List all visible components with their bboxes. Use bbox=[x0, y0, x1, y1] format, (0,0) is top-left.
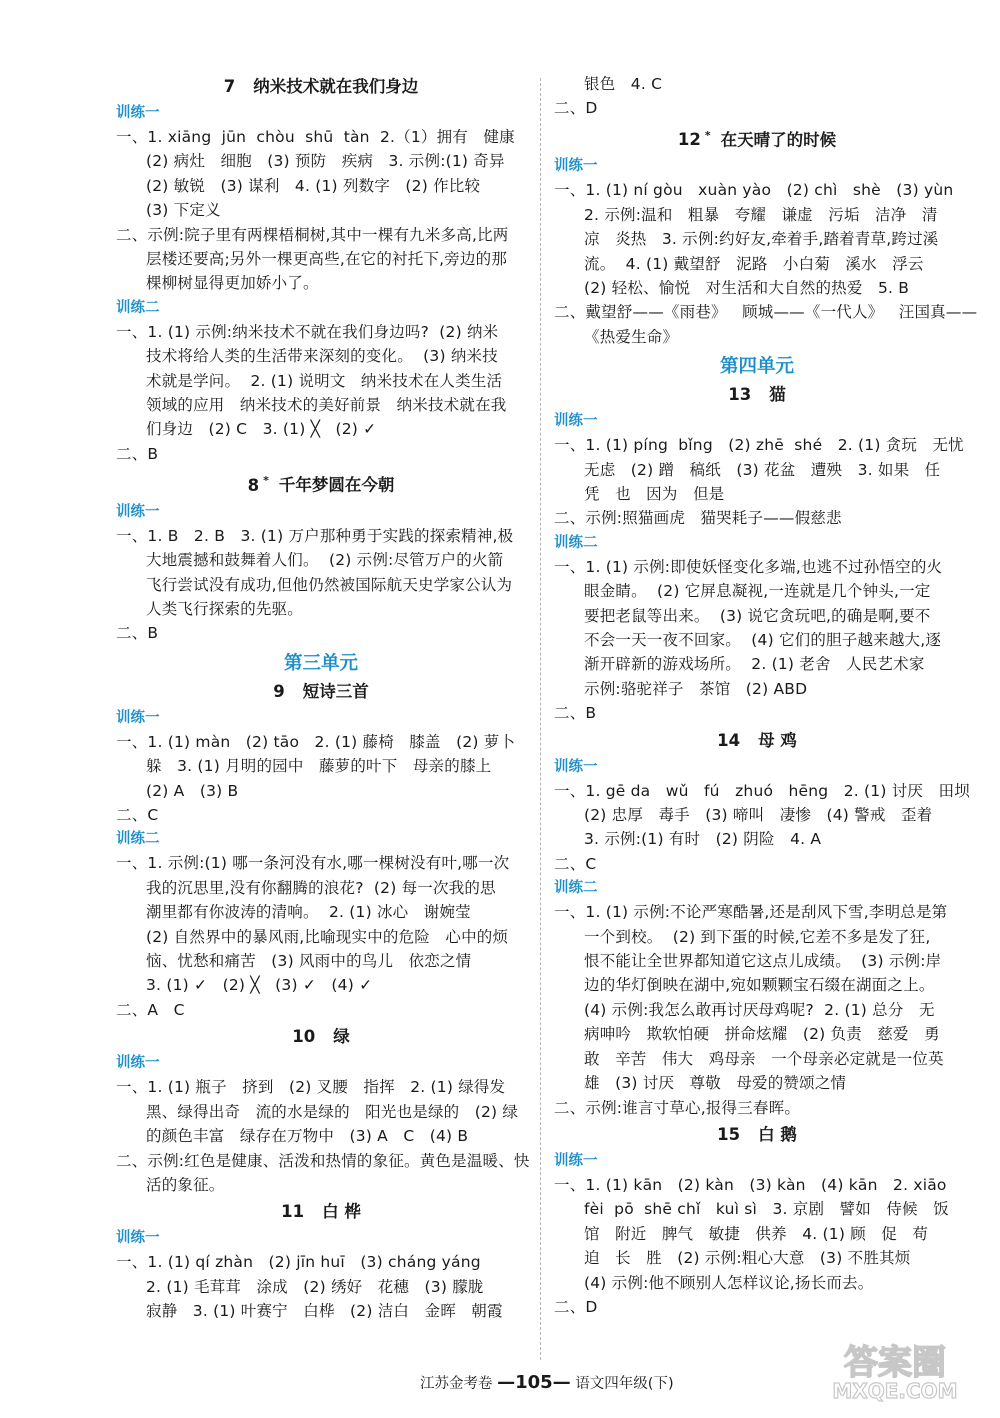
answer-line-continued: 眼金睛。 (2) 它屏息凝视,一连就是几个钟头,一定 bbox=[584, 582, 931, 601]
answer-line-continued: 们身边 (2) C 3. (1) ╳ (2) ✓ bbox=[146, 420, 377, 439]
answer-line: 二、D bbox=[554, 99, 598, 118]
drill-label: 训练一 bbox=[554, 413, 598, 430]
answer-line-continued: 2. (1) 毛茸茸 涂成 (2) 绣好 花穗 (3) 朦胧 bbox=[146, 1277, 484, 1296]
lesson-number: 8 bbox=[247, 475, 260, 495]
footer-book-title: 江苏金考卷 bbox=[420, 1376, 493, 1392]
svg-text:MXQE.COM: MXQE.COM bbox=[832, 1379, 958, 1403]
answer-line: 二、示例:照猫画虎 猫哭耗子——假慈悲 bbox=[554, 509, 842, 528]
footer-subject: 语文四年级(下) bbox=[575, 1376, 674, 1392]
answer-line-continued: (2) 自然界中的暴风雨,比喻现实中的危险 心中的烦 bbox=[146, 927, 509, 946]
lesson-title-text: 短诗三首 bbox=[302, 681, 369, 701]
answer-line-continued: (3) 下定义 bbox=[146, 201, 221, 220]
answer-line-continued: (2) 病灶 细胞 (3) 预防 疾病 3. 示例:(1) 奇异 bbox=[146, 152, 505, 171]
answer-line-continued: (2) A (3) B bbox=[146, 781, 239, 800]
answer-line-continued: 寂静 3. (1) 叶赛宁 白桦 (2) 洁白 金晖 朝霞 bbox=[146, 1302, 503, 1321]
lesson-star-mark: * bbox=[704, 128, 711, 142]
answer-line-continued: 示例:骆驼祥子 茶馆 (2) ABD bbox=[584, 679, 808, 698]
answer-line-continued: 流。 4. (1) 戴望舒 泥路 小白菊 溪水 浮云 bbox=[584, 254, 924, 273]
drill-label: 训练一 bbox=[116, 1230, 160, 1247]
answer-line: 一、1. (1) 示例:不论严寒酷暑,还是刮风下雪,李明总是第 bbox=[554, 903, 948, 922]
answer-line-continued: 我的沉思里,没有你翻腾的浪花? (2) 每一次我的思 bbox=[146, 878, 496, 897]
answer-line: 二、戴望舒——《雨巷》 顾城——《一代人》 汪国真—— bbox=[554, 303, 978, 322]
answer-line-continued: 边的华灯倒映在湖中,宛如颗颗宝石缀在湖面之上。 bbox=[584, 976, 935, 995]
answer-line-continued: 大地震撼和鼓舞着人们。 (2) 示例:尽管万户的火箭 bbox=[146, 551, 504, 570]
lesson-number: 15 bbox=[717, 1124, 741, 1144]
answer-line-continued: 活的象征。 bbox=[146, 1175, 225, 1194]
drill-label: 训练二 bbox=[554, 534, 598, 551]
answer-line-continued: 潮里都有你波涛的清响。 2. (1) 冰心 谢婉莹 bbox=[146, 903, 471, 922]
answer-line-continued: 的颜色丰富 绿存在万物中 (3) A C (4) B bbox=[146, 1127, 469, 1146]
lesson-title bbox=[116, 75, 526, 99]
answer-line-continued: 棵柳树显得更加娇小了。 bbox=[146, 274, 319, 293]
answer-line-continued: 敢 辛苦 伟大 鸡母亲 一个母亲必定就是一位英 bbox=[584, 1049, 944, 1068]
lesson-title bbox=[116, 469, 526, 498]
right-column bbox=[554, 72, 978, 1319]
lesson-number: 9 bbox=[273, 681, 285, 701]
drill-label: 训练一 bbox=[554, 158, 598, 175]
answer-line: 二、B bbox=[554, 704, 597, 723]
answer-line-continued: 技术将给人类的生活带来深刻的变化。 (3) 纳米技 bbox=[146, 347, 498, 366]
answer-line-continued: 恼、忧愁和痛苦 (3) 风雨中的鸟儿 依恋之情 bbox=[146, 952, 472, 971]
lesson-title bbox=[554, 729, 960, 753]
answer-line-continued: 凭 也 因为 但是 bbox=[584, 484, 725, 503]
answer-line-continued: 恨不能让全世界都知道它这点儿成绩。 (3) 示例:岸 bbox=[584, 952, 942, 971]
lesson-title-text: 母 鸡 bbox=[758, 730, 797, 750]
answer-line: 二、B bbox=[116, 444, 159, 463]
drill-label: 训练二 bbox=[554, 880, 598, 897]
answer-line-continued: 3. 示例:(1) 有时 (2) 阴险 4. A bbox=[584, 830, 822, 849]
answer-line-continued: 病呻吟 欺软怕硬 拼命炫耀 (2) 负责 慈爱 勇 bbox=[584, 1025, 940, 1044]
answer-line-continued: 渐开辟新的游戏场所。 2. (1) 老舍 人民艺术家 bbox=[584, 655, 925, 674]
drill-label: 训练一 bbox=[116, 105, 160, 121]
lesson-number: 12 bbox=[677, 130, 701, 150]
answer-line: 一、1. gē da wǔ fú zhuó hēng 2. (1) 讨厌 田坝 bbox=[554, 781, 970, 800]
unit-heading: 第三单元 bbox=[283, 652, 358, 674]
answer-line-continued: fèi pō shē chǐ kuì sì 3. 京剧 譬如 侍候 饭 bbox=[584, 1200, 949, 1219]
drill-label: 训练一 bbox=[554, 758, 598, 775]
lesson-number: 14 bbox=[717, 730, 741, 750]
answer-line: 一、1. (1) píng bǐng (2) zhē shé 2. (1) 贪玩 无忧 bbox=[554, 436, 964, 455]
answer-line-continued: 黑、绿得出奇 流的水是绿的 阳光也是绿的 (2) 绿 bbox=[146, 1102, 519, 1121]
answer-line-continued: 躲 3. (1) 月明的园中 藤萝的叶下 母亲的膝上 bbox=[146, 757, 492, 776]
watermark-logo bbox=[820, 1336, 970, 1406]
answer-line: 二、C bbox=[116, 806, 159, 825]
answer-line-continued: (2) 轻松、愉悦 对生活和大自然的热爱 5. B bbox=[584, 278, 910, 297]
answer-line: 一、1. (1) màn (2) tāo 2. (1) 藤椅 膝盖 (2) 萝卜 bbox=[116, 732, 516, 751]
lesson-number: 7 bbox=[223, 77, 236, 96]
answer-line: 一、1. (1) 示例:纳米技术不就在我们身边吗? (2) 纳米 bbox=[116, 322, 499, 341]
answer-line-continued: 无虑 (2) 蹭 稿纸 (3) 花盆 遭殃 3. 如果 任 bbox=[584, 460, 941, 479]
answer-line: 一、1. (1) 瓶子 挤到 (2) 叉腰 指挥 2. (1) 绿得发 bbox=[116, 1078, 506, 1097]
lesson-title bbox=[116, 1025, 526, 1049]
drill-label: 训练一 bbox=[116, 503, 160, 520]
answer-line: 二、D bbox=[554, 1297, 598, 1316]
answer-line-continued: 领域的应用 纳米技术的美好前景 纳米技术就在我 bbox=[146, 396, 507, 415]
answer-line: 一、1. (1) kān (2) kàn (3) kàn (4) kān 2. xiāo bbox=[554, 1175, 947, 1194]
answer-line-continued: 人类飞行探索的先驱。 bbox=[146, 600, 304, 618]
answer-line-continued: 要把老鼠等出来。 (3) 说它贪玩吧,的确是啊,要不 bbox=[584, 606, 931, 625]
drill-label: 训练二 bbox=[116, 831, 160, 848]
answer-line: 一、1. xiāng jūn chòu shū tàn 2.（1）拥有 健康 bbox=[116, 128, 515, 146]
lesson-title bbox=[554, 1123, 960, 1147]
answer-line: 二、示例:院子里有两棵梧桐树,其中一棵有九米多高,比两 bbox=[116, 225, 509, 244]
page-footer bbox=[420, 1372, 674, 1393]
lesson-star-mark: * bbox=[263, 474, 269, 488]
lesson-title-text: 千年梦圆在今朝 bbox=[278, 475, 395, 495]
lesson-title-text: 白 鹅 bbox=[758, 1124, 797, 1144]
lesson-title-text: 猫 bbox=[769, 385, 786, 405]
answer-line-continued: 不会一天一夜不回家。 (4) 它们的胆子越来越大,逐 bbox=[584, 631, 942, 649]
answer-line: 一、1. B 2. B 3. (1) 万户那种勇于实践的探索精神,极 bbox=[116, 526, 514, 545]
page-number: —105— bbox=[497, 1372, 571, 1393]
answer-line: 一、1. (1) 示例:即使妖怪变化多端,也逃不过孙悟空的火 bbox=[554, 557, 943, 576]
answer-line-continued: 雄 (3) 讨厌 尊敬 母爱的赞颂之情 bbox=[584, 1074, 847, 1093]
lesson-title-text: 白 桦 bbox=[322, 1202, 361, 1222]
lesson-title-text: 绿 bbox=[333, 1027, 350, 1047]
lesson-number: 10 bbox=[292, 1027, 316, 1047]
lesson-number: 11 bbox=[281, 1202, 305, 1222]
answer-line-continued: (2) 敏锐 (3) 谋利 4. (1) 列数字 (2) 作比较 bbox=[146, 176, 481, 195]
lesson-title bbox=[554, 124, 960, 153]
answer-line-continued: (4) 示例:他不顾别人怎样议论,扬长而去。 bbox=[584, 1273, 874, 1292]
left-column bbox=[116, 72, 530, 1324]
drill-label: 训练二 bbox=[116, 299, 160, 316]
answer-line: 二、C bbox=[554, 854, 597, 873]
answer-line-continued: 一个到校。 (2) 到下蛋的时候,它差不多是发了狂, bbox=[584, 927, 931, 946]
unit-heading: 第四单元 bbox=[719, 356, 794, 378]
answer-line: 二、示例:谁言寸草心,报得三春晖。 bbox=[554, 1098, 801, 1117]
lesson-number: 13 bbox=[728, 385, 752, 405]
answer-line: 二、示例:红色是健康、活泼和热情的象征。黄色是温暖、快 bbox=[116, 1151, 530, 1170]
answer-line-continued: 术就是学问。 2. (1) 说明文 纳米技术在人类生活 bbox=[146, 371, 503, 390]
answer-line-continued: 飞行尝试没有成功,但他仍然被国际航天史学家公认为 bbox=[146, 575, 513, 594]
lesson-title-text: 纳米技术就在我们身边 bbox=[253, 77, 419, 96]
column-divider bbox=[540, 78, 541, 1360]
lesson-title-text: 在天晴了的时候 bbox=[720, 130, 837, 150]
answer-line: 一、1. (1) qí zhàn (2) jīn huī (3) cháng yáng bbox=[116, 1253, 481, 1272]
answer-line-continued: 迫 长 胜 (2) 示例:粗心大意 (3) 不胜其烦 bbox=[584, 1249, 911, 1268]
answer-line-continued: (4) 示例:我怎么敢再讨厌母鸡呢? 2. (1) 总分 无 bbox=[584, 1000, 935, 1019]
drill-label: 训练一 bbox=[554, 1152, 598, 1169]
answer-line-continued: (2) 忠厚 毒手 (3) 啼叫 凄惨 (4) 警戒 歪着 bbox=[584, 806, 933, 825]
answer-line: 一、1. 示例:(1) 哪一条河没有水,哪一棵树没有叶,哪一次 bbox=[116, 854, 510, 873]
answer-line: 二、B bbox=[116, 624, 159, 643]
answer-line-continued: 凉 炎热 3. 示例:约好友,牵着手,踏着青草,跨过溪 bbox=[584, 230, 939, 249]
answer-line-continued: 2. 示例:温和 粗暴 夸耀 谦虚 污垢 洁净 清 bbox=[584, 205, 938, 224]
drill-label: 训练一 bbox=[116, 1055, 160, 1072]
answer-line: 一、1. (1) ní gòu xuàn yào (2) chì shè (3) yùn bbox=[554, 181, 954, 200]
answer-line-continued: 层楼还要高;另外一棵更高些,在它的衬托下,旁边的那 bbox=[146, 250, 508, 269]
answer-line-continued: 《热爱生命》 bbox=[584, 327, 679, 346]
drill-label: 训练一 bbox=[116, 709, 160, 726]
answer-line: 二、A C bbox=[116, 1000, 185, 1019]
lesson-title bbox=[116, 1200, 526, 1224]
lesson-title bbox=[554, 383, 960, 407]
answer-line-continued: 馆 附近 脾气 敏捷 供养 4. (1) 顾 促 苟 bbox=[584, 1224, 929, 1243]
lesson-title bbox=[116, 680, 526, 704]
answer-line-continued: 银色 4. C bbox=[584, 75, 663, 93]
svg-text:答案圈: 答案圈 bbox=[844, 1343, 946, 1383]
answer-line-continued: 3. (1) ✓ (2) ╳ (3) ✓ (4) ✓ bbox=[146, 976, 373, 995]
